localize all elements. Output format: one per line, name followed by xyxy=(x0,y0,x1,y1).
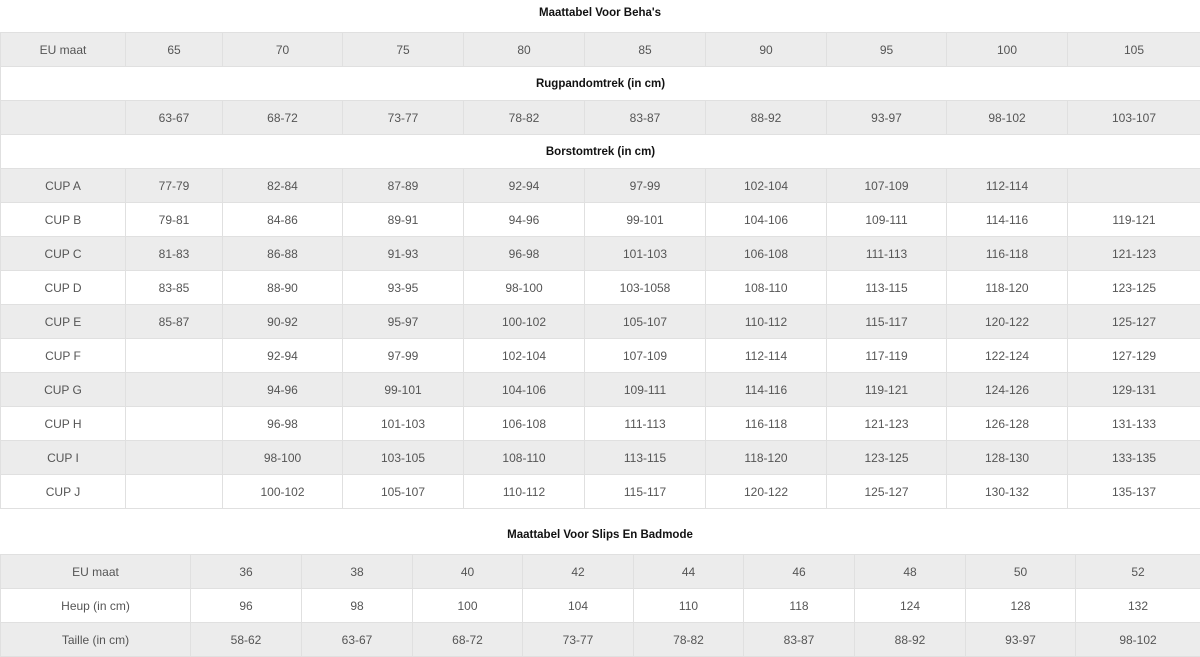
table-cell: 117-119 xyxy=(827,339,947,373)
table-cell: 105 xyxy=(1068,33,1200,67)
bust-heading-row xyxy=(1,135,1200,169)
table-cell: 123-125 xyxy=(827,441,947,475)
table-cell: 121-123 xyxy=(1068,237,1200,271)
table-cell: 94-96 xyxy=(464,203,585,237)
table-cell: 63-67 xyxy=(126,101,223,135)
table-cell: 79-81 xyxy=(126,203,223,237)
table-cell: 112-114 xyxy=(947,169,1068,203)
table-cell: 115-117 xyxy=(827,305,947,339)
table-cell: CUP B xyxy=(1,203,126,237)
table-cell: 119-121 xyxy=(827,373,947,407)
table-cell: 85-87 xyxy=(126,305,223,339)
table-cell: CUP J xyxy=(1,475,126,509)
table-cell: 100 xyxy=(413,589,523,623)
table-cell: 77-79 xyxy=(126,169,223,203)
briefs-row xyxy=(1,623,1200,657)
table-cell: 101-103 xyxy=(585,237,706,271)
table-cell: 124 xyxy=(855,589,966,623)
table-cell: 103-105 xyxy=(343,441,464,475)
table-cell: 88-90 xyxy=(223,271,343,305)
table-cell: 122-124 xyxy=(947,339,1068,373)
table-cell: 128 xyxy=(966,589,1076,623)
cup-row xyxy=(1,203,1200,237)
table-cell xyxy=(1068,169,1200,203)
briefs-row xyxy=(1,555,1200,589)
table-cell: 131-133 xyxy=(1068,407,1200,441)
table-cell: 106-108 xyxy=(706,237,827,271)
table-cell: 106-108 xyxy=(464,407,585,441)
table-cell: 63-67 xyxy=(302,623,413,657)
briefs-size-table xyxy=(0,554,1200,657)
table-cell: 91-93 xyxy=(343,237,464,271)
table-cell: 102-104 xyxy=(464,339,585,373)
table-cell: 111-113 xyxy=(585,407,706,441)
table-cell: 104-106 xyxy=(706,203,827,237)
table-cell: 94-96 xyxy=(223,373,343,407)
table-cell: 78-82 xyxy=(464,101,585,135)
table-cell: 82-84 xyxy=(223,169,343,203)
table-cell: 78-82 xyxy=(634,623,744,657)
table-cell: 95 xyxy=(827,33,947,67)
table-cell: 75 xyxy=(343,33,464,67)
table-cell: 70 xyxy=(223,33,343,67)
cup-row xyxy=(1,169,1200,203)
table-cell: 118 xyxy=(744,589,855,623)
table-cell: Heup (in cm) xyxy=(1,589,191,623)
table-cell: 68-72 xyxy=(223,101,343,135)
table-cell: 130-132 xyxy=(947,475,1068,509)
table-cell: 38 xyxy=(302,555,413,589)
table-cell: CUP I xyxy=(1,441,126,475)
table-cell: CUP C xyxy=(1,237,126,271)
table-cell xyxy=(126,475,223,509)
table-cell: 127-129 xyxy=(1068,339,1200,373)
table-cell: 93-97 xyxy=(827,101,947,135)
table-cell: 84-86 xyxy=(223,203,343,237)
table-cell: CUP A xyxy=(1,169,126,203)
table-cell: 50 xyxy=(966,555,1076,589)
table-cell xyxy=(126,441,223,475)
table-cell: 99-101 xyxy=(585,203,706,237)
table-cell: 98-100 xyxy=(223,441,343,475)
table-cell: 85 xyxy=(585,33,706,67)
table-cell: 125-127 xyxy=(1068,305,1200,339)
table-cell: CUP G xyxy=(1,373,126,407)
table-cell: 46 xyxy=(744,555,855,589)
table-cell: 93-97 xyxy=(966,623,1076,657)
briefs-rows xyxy=(1,555,1200,657)
table-cell: 111-113 xyxy=(827,237,947,271)
table-cell: 98 xyxy=(302,589,413,623)
table-cell: 100-102 xyxy=(223,475,343,509)
bust-heading: Borstomtrek (in cm) xyxy=(1,135,1200,169)
table-cell: 126-128 xyxy=(947,407,1068,441)
table-cell: 110 xyxy=(634,589,744,623)
table-cell: 109-111 xyxy=(827,203,947,237)
table-cell: 112-114 xyxy=(706,339,827,373)
table-cell: 81-83 xyxy=(126,237,223,271)
cup-row xyxy=(1,339,1200,373)
table-cell: 93-95 xyxy=(343,271,464,305)
cup-rows xyxy=(1,169,1200,509)
table-cell: Taille (in cm) xyxy=(1,623,191,657)
table-cell: 89-91 xyxy=(343,203,464,237)
table-cell: CUP E xyxy=(1,305,126,339)
bra-size-table xyxy=(0,32,1200,509)
table-cell: 133-135 xyxy=(1068,441,1200,475)
table-cell: 95-97 xyxy=(343,305,464,339)
table-cell xyxy=(1,101,126,135)
table-cell: EU maat xyxy=(1,33,126,67)
table-cell: 123-125 xyxy=(1068,271,1200,305)
table-cell: 135-137 xyxy=(1068,475,1200,509)
table-cell: 105-107 xyxy=(585,305,706,339)
cup-row xyxy=(1,237,1200,271)
table-cell: 103-107 xyxy=(1068,101,1200,135)
table-cell: 96-98 xyxy=(223,407,343,441)
table-cell: 88-92 xyxy=(855,623,966,657)
table-cell: 107-109 xyxy=(827,169,947,203)
table-cell: 88-92 xyxy=(706,101,827,135)
eu-size-row xyxy=(1,33,1200,67)
table-cell: 118-120 xyxy=(706,441,827,475)
table-cell: CUP D xyxy=(1,271,126,305)
table-cell: 83-85 xyxy=(126,271,223,305)
cup-row xyxy=(1,475,1200,509)
table-cell: 103-1058 xyxy=(585,271,706,305)
table-cell: 115-117 xyxy=(585,475,706,509)
table-cell: 120-122 xyxy=(706,475,827,509)
table-cell: 58-62 xyxy=(191,623,302,657)
table-cell: 129-131 xyxy=(1068,373,1200,407)
table-cell: 104 xyxy=(523,589,634,623)
table-cell: 96-98 xyxy=(464,237,585,271)
table-cell: 104-106 xyxy=(464,373,585,407)
table-cell: 109-111 xyxy=(585,373,706,407)
table-cell: 114-116 xyxy=(947,203,1068,237)
table-cell: 105-107 xyxy=(343,475,464,509)
table-cell: 99-101 xyxy=(343,373,464,407)
table-cell: 113-115 xyxy=(827,271,947,305)
table-cell: 83-87 xyxy=(585,101,706,135)
table-cell: 108-110 xyxy=(706,271,827,305)
table-cell: 107-109 xyxy=(585,339,706,373)
cup-row xyxy=(1,373,1200,407)
briefs-size-title: Maattabel Voor Slips En Badmode xyxy=(0,520,1200,554)
table-cell: 44 xyxy=(634,555,744,589)
table-cell xyxy=(126,339,223,373)
table-cell: 132 xyxy=(1076,589,1200,623)
cup-row xyxy=(1,407,1200,441)
table-cell: 116-118 xyxy=(947,237,1068,271)
underband-heading-row xyxy=(1,67,1200,101)
table-cell: 102-104 xyxy=(706,169,827,203)
table-cell: 97-99 xyxy=(343,339,464,373)
cup-row xyxy=(1,271,1200,305)
bra-size-title: Maattabel Voor Beha's xyxy=(0,0,1200,32)
table-cell xyxy=(126,407,223,441)
table-cell: 48 xyxy=(855,555,966,589)
table-cell: 125-127 xyxy=(827,475,947,509)
table-cell: 86-88 xyxy=(223,237,343,271)
table-cell: 113-115 xyxy=(585,441,706,475)
underband-row xyxy=(1,101,1200,135)
table-cell: 100 xyxy=(947,33,1068,67)
table-cell: 114-116 xyxy=(706,373,827,407)
table-cell: CUP H xyxy=(1,407,126,441)
underband-heading: Rugpandomtrek (in cm) xyxy=(1,67,1200,101)
table-cell: 36 xyxy=(191,555,302,589)
table-cell: EU maat xyxy=(1,555,191,589)
table-cell: 73-77 xyxy=(523,623,634,657)
table-cell: 80 xyxy=(464,33,585,67)
table-cell: 83-87 xyxy=(744,623,855,657)
table-cell: 92-94 xyxy=(223,339,343,373)
table-cell: 92-94 xyxy=(464,169,585,203)
table-cell: 119-121 xyxy=(1068,203,1200,237)
table-cell xyxy=(126,373,223,407)
cup-row xyxy=(1,441,1200,475)
table-cell: 118-120 xyxy=(947,271,1068,305)
table-cell: 40 xyxy=(413,555,523,589)
table-cell: 108-110 xyxy=(464,441,585,475)
table-cell: 96 xyxy=(191,589,302,623)
table-cell: 97-99 xyxy=(585,169,706,203)
table-cell: 68-72 xyxy=(413,623,523,657)
table-cell: 98-100 xyxy=(464,271,585,305)
table-cell: 120-122 xyxy=(947,305,1068,339)
briefs-row xyxy=(1,589,1200,623)
table-cell: 128-130 xyxy=(947,441,1068,475)
table-cell: 90-92 xyxy=(223,305,343,339)
table-cell: 98-102 xyxy=(1076,623,1200,657)
table-cell: 121-123 xyxy=(827,407,947,441)
table-cell: 73-77 xyxy=(343,101,464,135)
table-cell: CUP F xyxy=(1,339,126,373)
table-cell: 110-112 xyxy=(706,305,827,339)
table-cell: 101-103 xyxy=(343,407,464,441)
table-cell: 98-102 xyxy=(947,101,1068,135)
table-cell: 110-112 xyxy=(464,475,585,509)
table-cell: 116-118 xyxy=(706,407,827,441)
table-cell: 87-89 xyxy=(343,169,464,203)
table-cell: 65 xyxy=(126,33,223,67)
table-cell: 42 xyxy=(523,555,634,589)
cup-row xyxy=(1,305,1200,339)
table-cell: 100-102 xyxy=(464,305,585,339)
table-cell: 52 xyxy=(1076,555,1200,589)
table-cell: 124-126 xyxy=(947,373,1068,407)
table-cell: 90 xyxy=(706,33,827,67)
